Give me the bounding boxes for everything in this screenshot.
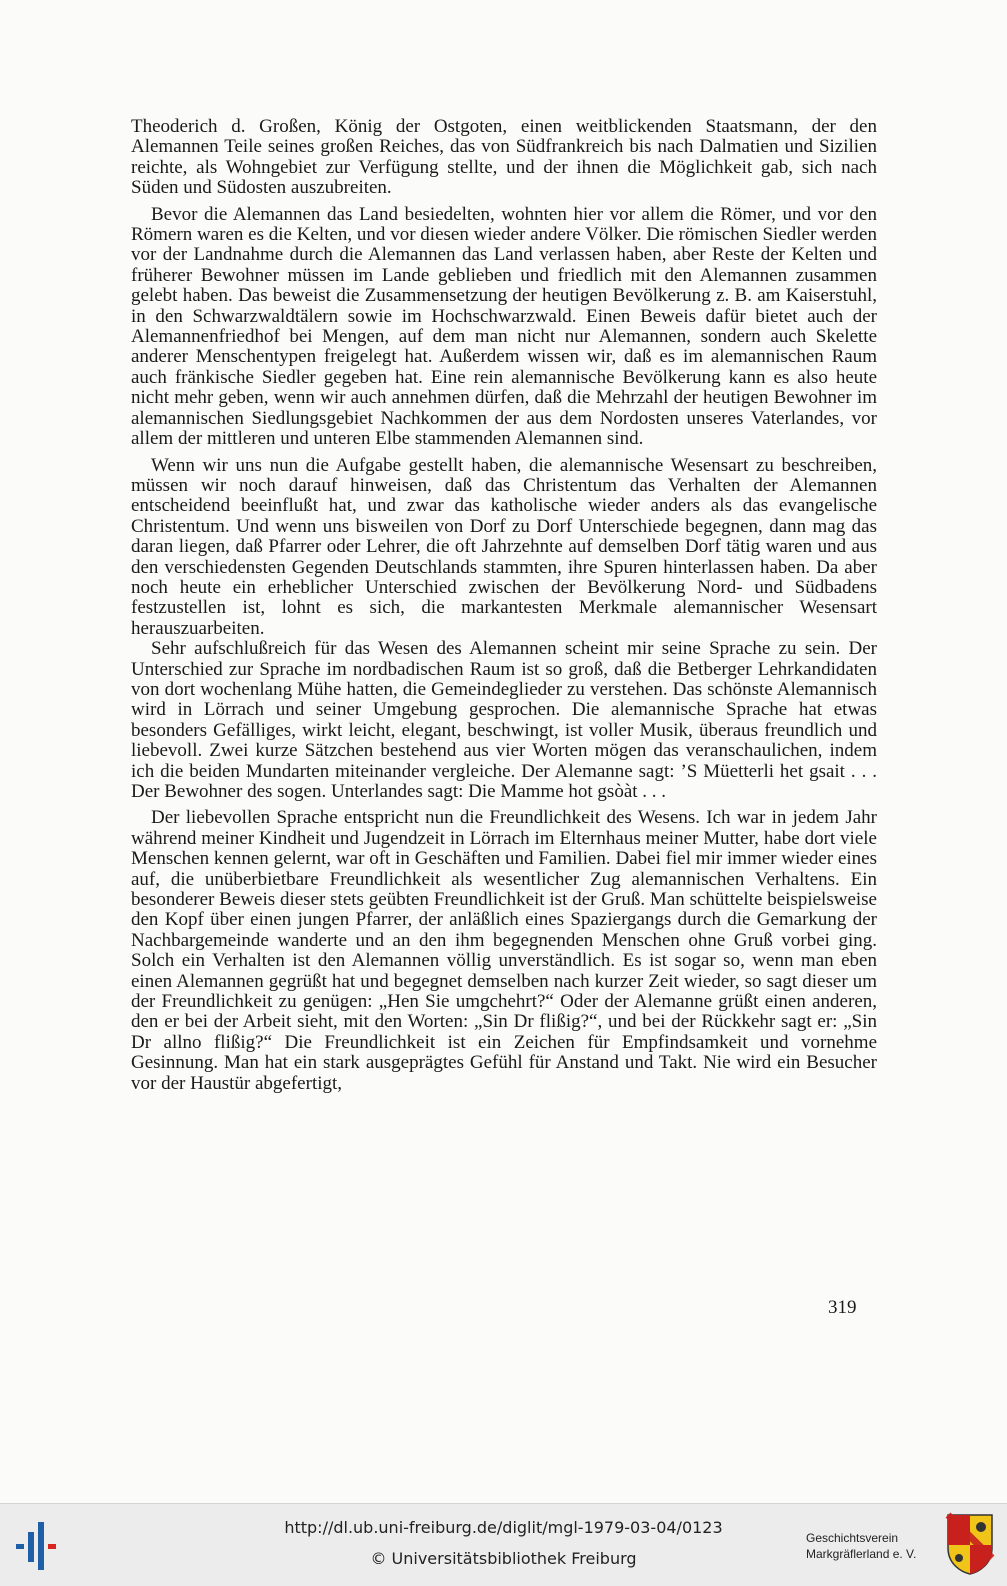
paragraph-4: Sehr aufschlußreich für das Wesen des Alemannen scheint mir seine Sprache zu sein. Der Unterschied zur Sprache im nordbadischen Raum ist so groß, daß die Betberger Lehrkandidaten von dort wochenlang Mühe hatten, die Gemeindeglieder zu verstehen. Das schönste Alemannisch wird in Lörrach und seiner Umgebung gesprochen. Die alemannische Sprache hat etwas besonders Gefälliges, wirkt leicht, elegant, beschwingt, ist voller Musik, überaus freundlich und liebevoll. Zwei kurze Sätzchen bestehend aus vier Worten mögen das veranschaulichen, indem ich die beiden Mundarten miteinander vergleiche. Der Alemanne sagt: ’S Müetterli het gsait . . . Der Bewohner des sogen. Unterlandes sagt: Die Mamme hot gsòàt . . . bbox=[131, 638, 877, 802]
society-name-line1: Geschichtsverein bbox=[806, 1531, 899, 1545]
copyright-notice: © Universitätsbibliothek Freiburg bbox=[370, 1549, 637, 1568]
paragraph-1: Theoderich d. Großen, König der Ostgoten, einen weitblickenden Staatsmann, der den Alemannen Teile seines großen Reiches, das von Südfrankreich bis nach Dalmatien und Sizilien reichte, als Wohngebiet zur Verfügung stellte, und der ihnen die Möglichkeit gab, sich nach Süden und Südosten auszubreiten. bbox=[131, 116, 877, 199]
footer-bar bbox=[0, 1503, 1007, 1586]
society-name-line2: Markgräflerland e. V. bbox=[806, 1547, 917, 1561]
paragraph-3: Wenn wir uns nun die Aufgabe gestellt haben, die alemannische Wesensart zu beschreiben, müssen wir noch darauf hinweisen, daß das Christentum das Verhalten der Alemannen entscheidend beeinflußt hat, und zwar das katholische wieder anders als das evangelische Christentum. Und wenn uns bisweilen von Dorf zu Dorf Unterschiede begegnen, dann mag das daran liegen, daß Pfarrer oder Lehrer, die oft Jahrzehnte auf demselben Dorf tätig waren und aus den verschiedensten Gegenden Deutschlands stammten, ihre Spuren hinterlassen haben. Da aber noch heute ein erheblicher Unterschied zwischen der Bevölkerung Nord- und Südbadens festzustellen ist, lohnt es sich, die markantesten Merkmale alemannischer Wesensart herauszuarbeiten. bbox=[131, 454, 877, 639]
society-name bbox=[806, 1530, 934, 1562]
paragraph-2: Bevor die Alemannen das Land besiedelten, wohnten hier vor allem die Römer, und vor den Römern waren es die Kelten, und vor diesen wieder andere Völker. Die römischen Siedler werden vor der Landnahme durch die Alemannen das Land verlassen haben, aber Reste der Kelten und früherer Bewohner müssen im Lande geblieben und friedlich mit den Alemannen zusammen gelebt haben. Das beweist die Zusammensetzung der heutigen Bevölkerung z. B. am Kaiserstuhl, in den Schwarzwaldtälern sowie im Hochschwarzwald. Einen Beweis dafür bietet auch der Alemannenfriedhof bei Mengen, auf dem man nicht nur Alemannen, sondern auch Skelette anderer Menschentypen freigelegt hat. Außerdem wissen wir, daß es im alemannischen Raum auch fränkische Siedler gegeben hat. Eine rein alemannische Bevölkerung kann es also heute nicht mehr geben, wenn wir auch annehmen dürfen, daß die Mehrzahl der heutigen Bewohner im alemannischen Siedlungsgebiet Nachkommen der aus dem Nordosten unseres Vaterlandes, vor allem der mittleren und unteren Elbe stammenden Alemannen sind. bbox=[131, 203, 877, 450]
coat-of-arms-icon[interactable] bbox=[945, 1512, 995, 1576]
body-text bbox=[131, 117, 877, 1100]
paragraph-5: Der liebevollen Sprache entspricht nun die Freundlichkeit des Wesens. Ich war in jedem Jahr während meiner Kindheit und Jugendzeit in Lörrach im Elternhaus meiner Mutter, habe dort viele Menschen kennen gelernt, war oft in Geschäften und Familien. Dabei fiel mir immer wieder eines auf, die unüberbietbare Freundlichkeit als wesentlicher Zug alemannischen Verhaltens. Ein besonderer Beweis dieser stets geübten Freundlichkeit ist der Gruß. Man schüttelte beispielsweise den Kopf über einen jungen Pfarrer, der anläßlich eines Spaziergangs durch die Gemarkung der Nachbargemeinde wanderte und an den ihm begegnenden Menschen ohne Gruß vorbei ging. Solch ein Verhalten ist den Alemannen völlig unverständlich. Es ist sogar so, wenn man eben einen Alemannen gegrüßt hat und begegnet demselben nach kurzer Zeit wieder, so sagt dieser um der Freundlichkeit zu genügen: „Hen Sie umgchehrt?“ Oder der Alemanne grüßt einen anderen, den er bei der Arbeit sieht, mit den Worten: „Sin Dr flißig?“, und bei der Rückkehr sagt er: „Sin Dr allno flißig?“ Die Freundlichkeit ist ein Zeichen für Empfindsamkeit und vornehme Gesinnung. Man hat ein stark ausgeprägtes Gefühl für Anstand und Takt. Nie wird ein Besucher vor der Haustür abgefertigt, bbox=[131, 807, 877, 1094]
page-number: 319 bbox=[828, 1297, 857, 1318]
source-url-link[interactable]: http://dl.ub.uni-freiburg.de/diglit/mgl-1979-03-04/0123 bbox=[284, 1518, 723, 1537]
